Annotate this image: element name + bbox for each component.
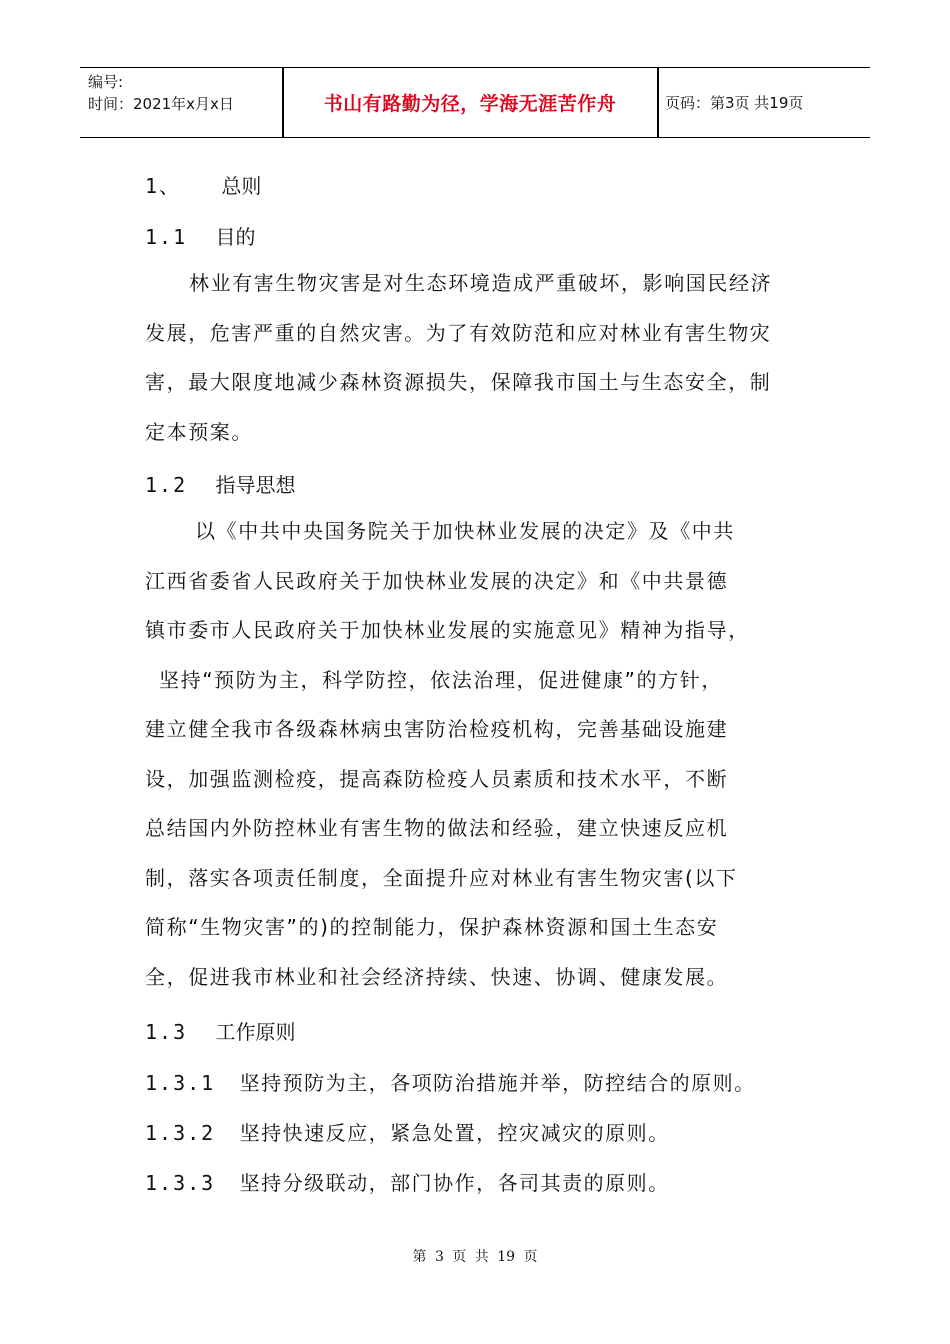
paragraph-line: 林业有害生物灾害是对生态环境造成严重破坏，影响国民经济 xyxy=(189,271,773,295)
principle-text: 坚持预防为主，各项防治措施并举，防控结合的原则。 xyxy=(239,1071,756,1095)
paragraph-line: 发展，危害严重的自然灾害。为了有效防范和应对林业有害生物灾 xyxy=(145,320,772,345)
paragraph-line: 镇市委市人民政府关于加快林业发展的实施意见》精神为指导， xyxy=(145,618,750,642)
paragraph-line: 害，最大限度地减少森林资源损失，保障我市国土与生态安全，制 xyxy=(145,370,772,394)
section-number: 1.2 xyxy=(145,473,188,497)
section-number: 1.3.1 xyxy=(145,1071,216,1095)
page-header xyxy=(80,67,870,138)
header-motto: 书山有路勤为径，学海无涯苦作舟 xyxy=(323,93,617,115)
paragraph-line: 总结国内外防控林业有害生物的做法和经验，建立快速反应机 xyxy=(145,816,729,840)
section-number: 1.3.2 xyxy=(145,1121,216,1145)
principle-1-3-2 xyxy=(145,1117,670,1146)
page-footer: 第 3 页 共 19 页 xyxy=(412,1249,538,1265)
section-1-2-heading xyxy=(145,469,295,498)
paragraph-line: 制，落实各项责任制度，全面提升应对林业有害生物灾害(以下 xyxy=(145,865,738,890)
header-page-info: 页码：第3页 共19页 xyxy=(665,94,804,112)
guiding-paragraph xyxy=(145,507,825,1002)
principle-text: 坚持分级联动，部门协作，各司其责的原则。 xyxy=(239,1171,670,1195)
paragraph-line: 江西省委省人民政府关于加快林业发展的决定》和《中共景德 xyxy=(145,568,729,593)
principle-1-3-3 xyxy=(145,1167,670,1196)
header-divider xyxy=(657,68,659,137)
paragraph-line: 定本预案。 xyxy=(145,419,253,444)
paragraph-line: 建立健全我市各级森林病虫害防治检疫机构，完善基础设施建 xyxy=(145,717,729,741)
section-number: 1、 xyxy=(145,174,182,198)
paragraph-line: 全，促进我市林业和社会经济持续、快速、协调、健康发展。 xyxy=(145,964,729,989)
header-meta xyxy=(88,71,234,115)
principle-1-3-1 xyxy=(145,1067,756,1096)
section-title: 工作原则 xyxy=(215,1020,296,1044)
section-1-3-heading xyxy=(145,1016,295,1045)
principle-text: 坚持快速反应，紧急处置，控灾减灾的原则。 xyxy=(239,1121,670,1145)
section-title: 总则 xyxy=(221,174,262,198)
section-title: 目的 xyxy=(215,225,256,249)
paragraph-line: 简称“生物灾害”的)的控制能力，保护森林资源和国土生态安 xyxy=(145,915,719,939)
section-title: 指导思想 xyxy=(215,473,296,497)
paragraph-line: 设，加强监测检疫，提高森防检疫人员素质和技术水平，不断 xyxy=(145,766,729,791)
section-1-1-heading xyxy=(145,221,255,250)
time-label: 时间：2021年x月x日 xyxy=(88,95,234,113)
section-number: 1.3 xyxy=(145,1020,188,1044)
section-number: 1.1 xyxy=(145,225,188,249)
purpose-paragraph xyxy=(145,259,825,457)
section-number: 1.3.3 xyxy=(145,1171,216,1195)
section-1-heading xyxy=(145,170,261,199)
serial-label: 编号: xyxy=(88,73,124,91)
paragraph-line: 以《中共中央国务院关于加快林业发展的决定》及《中共 xyxy=(195,519,735,543)
paragraph-line: 坚持“预防为主，科学防控，依法治理，促进健康”的方针， xyxy=(159,667,723,692)
